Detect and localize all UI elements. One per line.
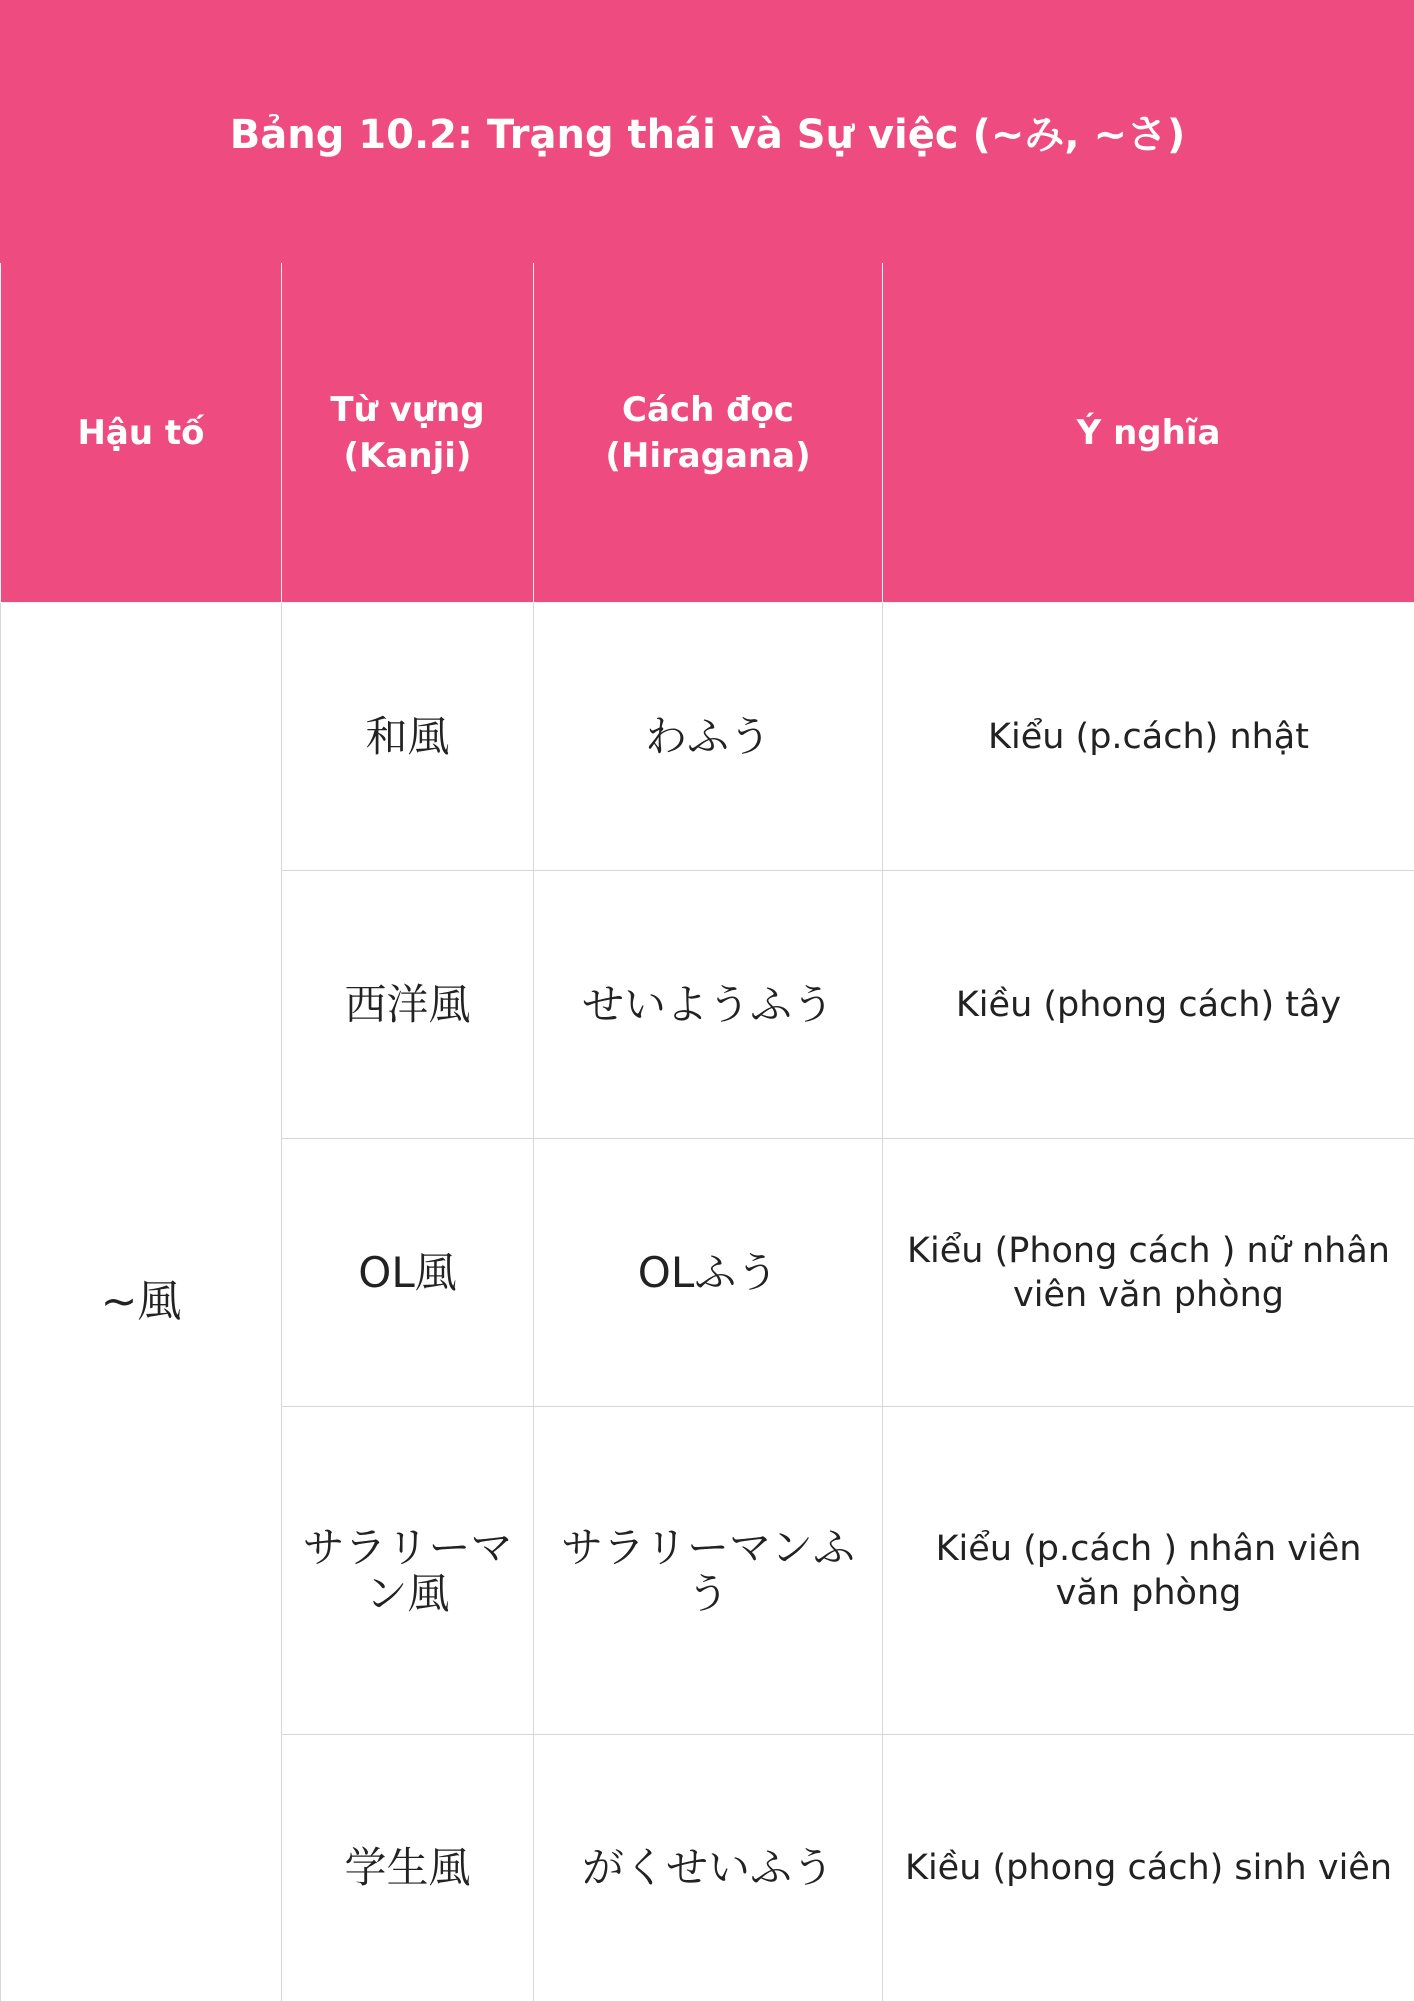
reading-cell: がくせいふう [534, 1735, 883, 2001]
meaning-cell: Kiểu (Phong cách ) nữ nhân viên văn phòng [883, 1139, 1414, 1407]
header-reading-line-1: Cách đọc [550, 387, 866, 433]
meaning-cell: Kiểu (p.cách) nhật [883, 603, 1414, 871]
kanji-cell: 西洋風 [282, 871, 534, 1139]
header-suffix-line-1: Hậu tố [17, 410, 265, 456]
header-vocab-line-1: Từ vựng [298, 387, 517, 433]
reading-cell: わふう [534, 603, 883, 871]
header-meaning [883, 263, 1414, 603]
table-title: Bảng 10.2: Trạng thái và Sự việc (~み, ~さ) [1, 1, 1414, 263]
title-row [1, 1, 1414, 263]
meaning-cell: Kiểu (p.cách ) nhân viên văn phòng [883, 1407, 1414, 1735]
suffix-cell: ~風 [1, 603, 282, 2001]
table-row [1, 603, 1414, 871]
kanji-cell: 学生風 [282, 1735, 534, 2001]
reading-cell: OLふう [534, 1139, 883, 1407]
header-row [1, 263, 1414, 603]
kanji-cell: 和風 [282, 603, 534, 871]
header-reading-line-2: (Hiragana) [550, 433, 866, 479]
meaning-cell: Kiều (phong cách) tây [883, 871, 1414, 1139]
header-meaning-line-1: Ý nghĩa [899, 410, 1398, 456]
kanji-cell: サラリーマン風 [282, 1407, 534, 1735]
reading-cell: サラリーマンふう [534, 1407, 883, 1735]
header-suffix [1, 263, 282, 603]
reading-cell: せいようふう [534, 871, 883, 1139]
header-vocab-line-2: (Kanji) [298, 433, 517, 479]
kanji-cell: OL風 [282, 1139, 534, 1407]
header-reading [534, 263, 883, 603]
meaning-cell: Kiều (phong cách) sinh viên [883, 1735, 1414, 2001]
header-vocab [282, 263, 534, 603]
